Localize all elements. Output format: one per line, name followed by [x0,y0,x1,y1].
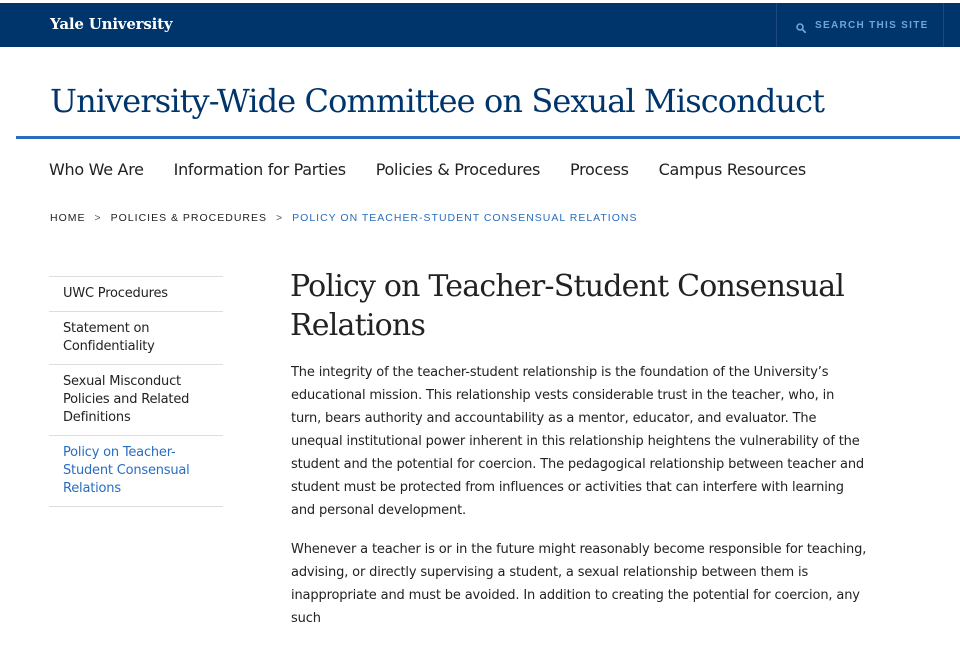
sidebar-item-sexual-misconduct-policies[interactable]: Sexual Misconduct Policies and Related Definitions [49,365,223,436]
breadcrumb-policies-procedures[interactable]: POLICIES & PROCEDURES [110,212,268,224]
breadcrumb-separator: > [94,212,102,224]
nav-item-policies-procedures[interactable]: Policies & Procedures [375,160,541,179]
nav-item-who-we-are[interactable]: Who We Are [49,160,144,179]
breadcrumb-current: POLICY ON TEACHER-STUDENT CONSENSUAL RELATIONS [292,212,638,224]
site-title[interactable]: University-Wide Committee on Sexual Misconduct [50,82,825,120]
breadcrumb [50,212,637,224]
body-paragraph: The integrity of the teacher-student relationship is the foundation of the University’s educational mission. This relationship vests considerable trust in the teacher, who, in turn, bears authority and accountability as a mentor, educator, and evaluator. The unequal institutional power inherent in this relationship heightens the vulnerability of the student and the potential for coercion. The pedagogical relationship between teacher and student must be protected from influences or activities that can interfere with learning and personal development. [291,365,865,518]
sidebar-navigation [49,276,223,507]
title-divider [16,136,960,139]
page-title: Policy on Teacher-Student Consensual Relations [290,269,845,343]
body-paragraph: Whenever a teacher is or in the future might reasonably become responsible for teaching, advising, or directly supervising a student, a sexual relationship between them is inappropriate and must be avoided. In addition to creating the potential for coercion, any such [291,542,867,626]
main-navigation [49,160,806,179]
nav-item-process[interactable]: Process [570,160,629,179]
search-icon [796,20,806,30]
yale-university-logo[interactable]: Yale University [50,15,173,33]
nav-item-campus-resources[interactable]: Campus Resources [658,160,806,179]
page-content [291,361,867,646]
search-label: SEARCH THIS SITE [815,19,929,31]
global-header [0,3,960,47]
sidebar-item-uwc-procedures[interactable]: UWC Procedures [49,277,223,312]
sidebar-item-teacher-student-policy[interactable]: Policy on Teacher-Student Consensual Relations [49,436,223,507]
nav-item-information-for-parties[interactable]: Information for Parties [173,160,346,179]
sidebar-item-statement-on-confidentiality[interactable]: Statement on Confidentiality [49,312,223,365]
breadcrumb-separator: > [276,212,284,224]
search-site-button[interactable] [776,3,944,47]
breadcrumb-home[interactable]: HOME [50,212,86,224]
